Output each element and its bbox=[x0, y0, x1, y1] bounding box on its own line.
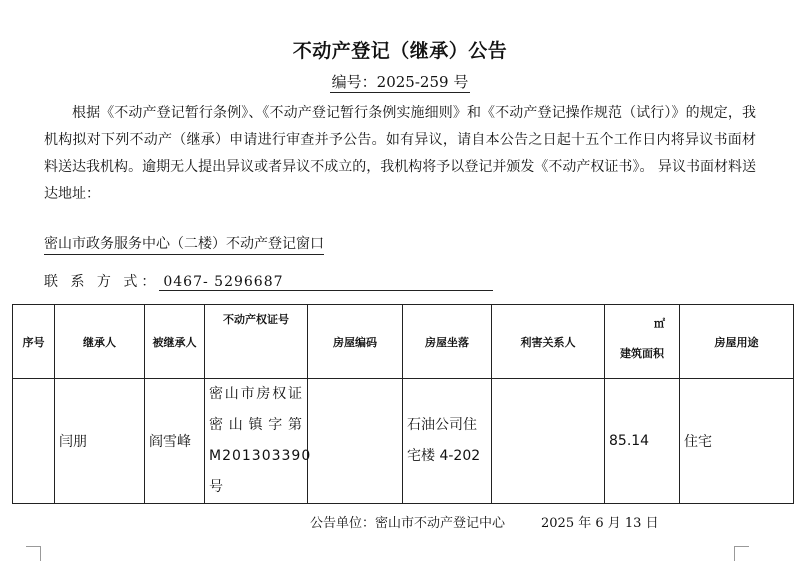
serial-number bbox=[0, 71, 800, 92]
objection-address bbox=[44, 233, 324, 253]
area-label: 建筑面积 bbox=[620, 347, 664, 360]
cell-usage: 住宅 bbox=[680, 379, 794, 504]
notice-footer bbox=[310, 512, 659, 531]
notice-body: 根据《不动产登记暂行条例》、《不动产登记暂行条例实施细则》和《不动产登记操作规范（试行）》的规定，我机构拟对下列不动产（继承）申请进行审查并予公告。如有异议，请自本公告之日起十五个工作日内将异议书面材料送达我机构。逾期无人提出异议或者异议不成立的，我机构将予以登记并颁发《不动产权证书》。 异议书面材料送达地址： bbox=[44, 105, 756, 202]
issuer: 公告单位：密山市不动产登记中心 bbox=[310, 516, 506, 531]
col-header-interested-party: 利害关系人 bbox=[492, 305, 605, 379]
cell-house-code bbox=[308, 379, 403, 504]
col-header-decedent: 被继承人 bbox=[145, 305, 205, 379]
cell-cert-no: 密山市房权证密山镇字第M201303390号 bbox=[205, 379, 308, 504]
cell-interested-party bbox=[492, 379, 605, 504]
page-corner-mark bbox=[734, 546, 749, 561]
cell-no bbox=[13, 379, 55, 504]
table-row bbox=[13, 379, 794, 504]
contact-label: 联 系 方 式： bbox=[44, 274, 160, 290]
col-header-usage: 房屋用途 bbox=[680, 305, 794, 379]
cell-heir: 闫朋 bbox=[55, 379, 145, 504]
cell-area: 85.14 bbox=[605, 379, 680, 504]
serial-number-text: 编号：2025-259 号 bbox=[331, 73, 469, 91]
area-unit: ㎡ bbox=[654, 317, 665, 330]
table-header-row bbox=[13, 305, 794, 379]
cell-decedent: 阎雪峰 bbox=[145, 379, 205, 504]
objection-address-text: 密山市政务服务中心（二楼）不动产登记窗口 bbox=[44, 236, 324, 255]
col-header-house-code: 房屋编码 bbox=[308, 305, 403, 379]
contact-line bbox=[44, 271, 493, 291]
issue-date: 2025 年 6 月 13 日 bbox=[541, 516, 659, 531]
col-header-heir: 继承人 bbox=[55, 305, 145, 379]
col-header-cert-no: 不动产权证号 bbox=[205, 305, 308, 379]
cell-location: 石油公司住宅楼 4-202 bbox=[403, 379, 492, 504]
registration-table bbox=[12, 304, 794, 504]
notice-title: 不动产登记（继承）公告 bbox=[292, 40, 508, 62]
col-header-area bbox=[605, 305, 680, 379]
col-header-no: 序号 bbox=[13, 305, 55, 379]
contact-phone: 0467- 5296687 bbox=[159, 274, 493, 291]
col-header-location: 房屋坐落 bbox=[403, 305, 492, 379]
page-corner-mark bbox=[26, 546, 41, 561]
